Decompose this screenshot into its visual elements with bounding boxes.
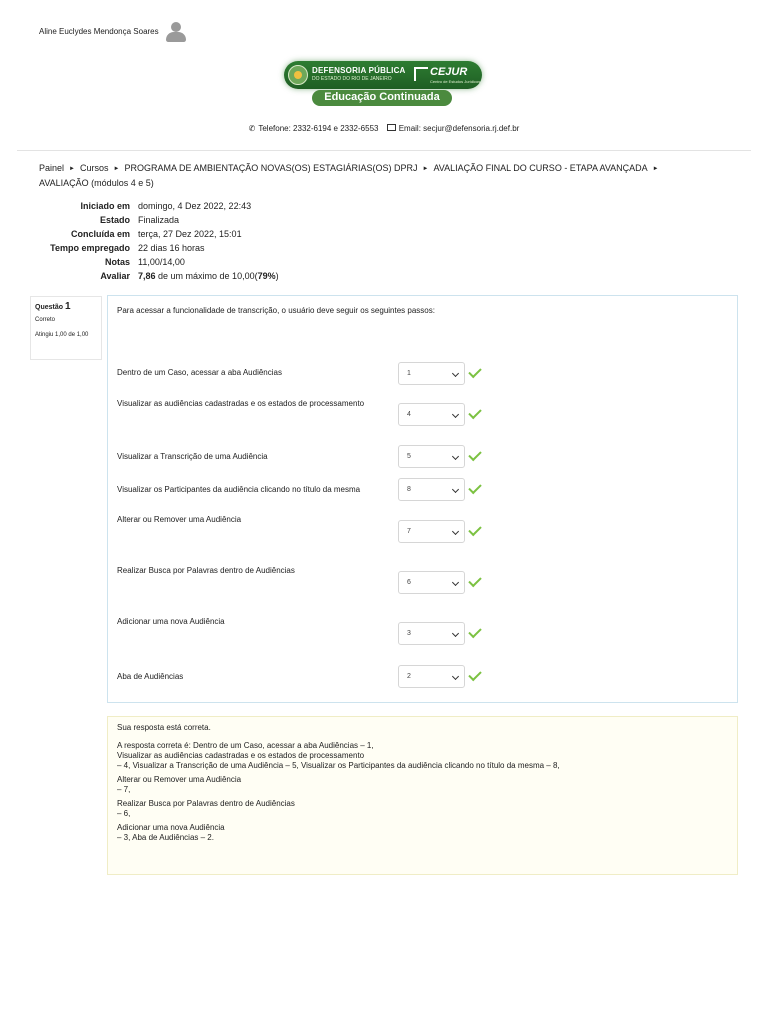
summary-row [27, 241, 279, 255]
correct-check-icon [468, 523, 481, 536]
contact-phone: Telefone: 2332-6194 e 2332-6553 [258, 124, 379, 133]
match-answer-select[interactable] [398, 571, 465, 594]
breadcrumb-separator-icon: ► [69, 166, 75, 172]
attempt-summary [27, 199, 279, 283]
summary-label: Estado [99, 215, 130, 225]
avatar-head [171, 22, 181, 32]
correct-check-icon [468, 481, 481, 494]
correct-check-icon [468, 406, 481, 419]
match-item-label: Realizar Busca por Palavras dentro de Audiências [117, 566, 295, 575]
select-value: 8 [407, 486, 411, 493]
match-answer-select[interactable] [398, 445, 465, 468]
summary-label: Notas [104, 257, 130, 267]
breadcrumb-painel[interactable]: Painel [39, 163, 65, 173]
logo-tagline: Educação Continuada [324, 91, 440, 103]
chevron-down-icon [452, 528, 459, 535]
breadcrumb-cursos[interactable]: Cursos [79, 163, 109, 173]
summary-value: terça, 27 Dez 2022, 15:01 [138, 229, 242, 239]
select-value: 1 [407, 370, 411, 377]
select-value: 6 [407, 579, 411, 586]
question-feedback [107, 716, 738, 875]
feedback-line: – 6, [117, 809, 131, 818]
match-item-label: Aba de Audiências [117, 672, 184, 681]
summary-row [27, 213, 279, 227]
question-number [35, 301, 97, 312]
correct-check-icon [468, 365, 481, 378]
match-item-label: Visualizar as audiências cadastradas e os estados de processamento [117, 399, 365, 408]
breadcrumb-section[interactable]: AVALIAÇÃO FINAL DO CURSO - ETAPA AVANÇADA [433, 163, 648, 173]
summary-label: Avaliar [100, 271, 130, 281]
cejur-mark-icon [414, 67, 428, 81]
breadcrumb-separator-icon: ► [422, 166, 429, 172]
question-status: Correto [35, 317, 56, 323]
chevron-down-icon [452, 673, 459, 680]
user-menu[interactable] [39, 18, 187, 44]
summary-value: 11,00/14,00 [138, 257, 185, 267]
question-content [107, 295, 738, 703]
feedback-line: Visualizar as audiências cadastradas e os estados de processamento [117, 751, 365, 760]
feedback-block [117, 823, 728, 843]
feedback-line: – 4, Visualizar a Transcrição de uma Audiência – 5, Visualizar os Participantes da audiência clicando no título da mesma – 8, [117, 761, 560, 770]
summary-value: Finalizada [138, 215, 180, 225]
match-item-label: Visualizar os Participantes da audiência clicando no título da mesma [117, 485, 361, 494]
breadcrumb-quiz[interactable]: AVALIAÇÃO (módulos 4 e 5) [39, 178, 154, 188]
select-value: 4 [407, 411, 411, 418]
chevron-down-icon [452, 370, 459, 377]
summary-row [27, 227, 279, 241]
user-avatar-icon[interactable] [165, 20, 187, 42]
summary-label: Iniciado em [80, 201, 130, 211]
correct-check-icon [468, 668, 481, 681]
match-item-label: Adicionar uma nova Audiência [117, 617, 225, 626]
feedback-block [117, 775, 728, 795]
seal-icon [288, 65, 308, 85]
correct-check-icon [468, 574, 481, 587]
correct-check-icon [468, 625, 481, 638]
grade-text: de um máximo de 10,00( [155, 271, 258, 281]
feedback-line: – 3, Aba de Audiências – 2. [117, 833, 214, 842]
grade-value: 7,86 [138, 271, 156, 281]
match-item-label: Dentro de um Caso, acessar a aba Audiências [117, 368, 282, 377]
question-label: Questão [35, 304, 64, 311]
phone-icon: ✆ [248, 124, 256, 133]
match-answer-select[interactable] [398, 665, 465, 688]
breadcrumb-course[interactable]: PROGRAMA DE AMBIENTAÇÃO NOVAS(OS) ESTAGIÁRIAS(OS) DPRJ [124, 163, 418, 173]
feedback-correct-message: Sua resposta está correta. [117, 723, 211, 732]
logo-org-sub: DO ESTADO DO RIO DE JANEIRO [312, 76, 392, 82]
breadcrumb-separator-icon: ► [652, 166, 659, 172]
correct-check-icon [468, 448, 481, 461]
mail-icon [387, 124, 396, 131]
question-mark: Atingiu 1,00 de 1,00 [35, 332, 89, 338]
summary-label: Tempo empregado [50, 243, 130, 253]
match-answer-select[interactable] [398, 478, 465, 501]
grade-value-line [138, 271, 279, 281]
chevron-down-icon [452, 579, 459, 586]
match-item-label: Visualizar a Transcrição de uma Audiência [117, 452, 268, 461]
summary-row [27, 255, 279, 269]
feedback-block [117, 799, 728, 819]
summary-row [27, 199, 279, 213]
feedback-line: A resposta correta é: Dentro de um Caso, acessar a aba Audiências – 1, [117, 741, 374, 750]
match-answer-select[interactable] [398, 520, 465, 543]
question-text: Para acessar a funcionalidade de transcrição, o usuário deve seguir os seguintes passos: [117, 306, 435, 315]
logo-brand: CEJUR [430, 66, 468, 78]
select-value: 2 [407, 673, 411, 680]
logo-tagline-banner [312, 90, 452, 106]
chevron-down-icon [452, 453, 459, 460]
user-name[interactable]: Aline Euclydes Mendonça Soares [39, 26, 159, 36]
select-value: 7 [407, 528, 411, 535]
feedback-line: Adicionar uma nova Audiência [117, 823, 225, 832]
match-answer-select[interactable] [398, 403, 465, 426]
select-value: 3 [407, 630, 411, 637]
match-item-label: Alterar ou Remover uma Audiência [117, 515, 242, 524]
summary-row [27, 269, 279, 283]
match-answer-select[interactable] [398, 622, 465, 645]
breadcrumb [39, 161, 689, 190]
question-info [30, 296, 102, 360]
chevron-down-icon [452, 411, 459, 418]
feedback-line: – 7, [117, 785, 131, 794]
contact-email: Email: secjur@defensoria.rj.def.br [398, 124, 520, 133]
feedback-line: Realizar Busca por Palavras dentro de Audiências [117, 799, 295, 808]
contact-info [0, 124, 768, 133]
breadcrumb-separator-icon: ► [113, 166, 120, 172]
avatar-body [166, 32, 186, 42]
summary-label: Concluída em [70, 229, 130, 239]
summary-value: domingo, 4 Dez 2022, 22:43 [138, 201, 252, 211]
grade-close: ) [275, 271, 279, 281]
header-divider [17, 150, 751, 151]
site-logo[interactable] [284, 61, 482, 109]
chevron-down-icon [452, 630, 459, 637]
select-value: 5 [407, 453, 411, 460]
logo-brand-sub: Centro de Estudos Jurídicos [430, 79, 481, 84]
logo-org: DEFENSORIA PÚBLICA [312, 66, 406, 75]
logo-banner [284, 61, 482, 89]
summary-value: 22 dias 16 horas [138, 243, 205, 253]
match-answer-select[interactable] [398, 362, 465, 385]
question-number-value: 1 [64, 301, 71, 312]
grade-percent: 79% [257, 271, 276, 281]
chevron-down-icon [452, 486, 459, 493]
feedback-block [117, 741, 728, 771]
feedback-line: Alterar ou Remover uma Audiência [117, 775, 242, 784]
